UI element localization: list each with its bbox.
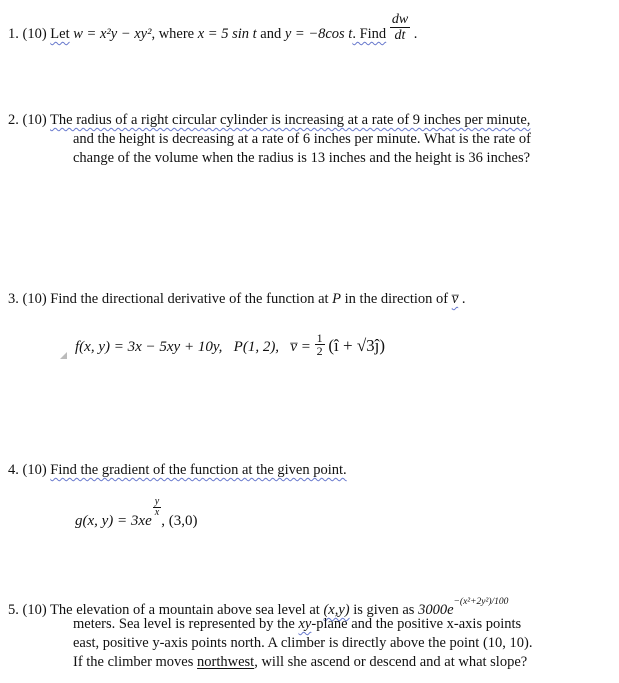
- problem-5-line-1b: is given as: [353, 601, 415, 618]
- problem-1-period: .: [413, 26, 418, 42]
- problem-1-and: and: [260, 26, 282, 42]
- problem-3-point: P: [332, 291, 342, 307]
- problem-3-vector: v̅: [451, 291, 459, 307]
- problem-4-exp-den: x: [154, 507, 160, 518]
- problem-4-exponent: [153, 497, 161, 518]
- problem-3-text-2: in the direction of: [344, 291, 449, 307]
- problem-1-find: . Find: [352, 26, 387, 42]
- problem-5-xy: (x,y): [323, 601, 350, 618]
- problem-5-label: 5. (10): [8, 601, 47, 618]
- problem-2-line-3: change of the volume when the radius is 13 inches and the height is 36 inches?: [73, 150, 531, 166]
- resize-handle-icon: [60, 352, 67, 359]
- problem-4-label: 4. (10): [8, 462, 47, 478]
- problem-2-label: 2. (10): [8, 112, 47, 128]
- problem-3: [8, 290, 465, 309]
- problem-3-point-def: P(1, 2),: [233, 339, 280, 355]
- problem-1-dt: dt: [394, 28, 406, 44]
- problem-4-text: Find the gradient of the function at the given point.: [50, 462, 347, 478]
- problem-5-elevation-exp: −(x²+2y²)/100: [453, 597, 509, 607]
- problem-5-line-3: east, positive y-axis points north. A climber is directly above the point (10, 10).: [73, 635, 533, 651]
- problem-1-x-def: x = 5 sin t: [197, 26, 257, 42]
- problem-5-line-4b: , will she ascend or descend and at what slope?: [254, 654, 528, 670]
- problem-5-line-2: [73, 615, 521, 634]
- problem-5-line-1: The elevation of a mountain above sea level at: [50, 601, 320, 618]
- problem-1: [8, 12, 418, 44]
- problem-2-line-2: and the height is decreasing at a rate of 6 inches per minute. What is the rate of: [73, 131, 531, 147]
- problem-1-dw: dw: [391, 12, 409, 28]
- problem-2: [8, 111, 530, 130]
- problem-1-function: w = x²y − xy²: [73, 26, 152, 42]
- problem-5-northwest: northwest: [197, 654, 255, 670]
- problem-3-half: [315, 332, 325, 357]
- problem-3-text: Find the directional derivative of the function at: [50, 291, 329, 307]
- problem-5-line-2b: -plane and the positive x-axis points: [311, 616, 522, 632]
- problem-5-elevation: 3000e: [418, 601, 454, 618]
- problem-2-line-1: The radius of a right circular cylinder is increasing at a rate of 9 inches per minute,: [50, 112, 531, 128]
- problem-4: [8, 461, 347, 480]
- problem-4-exp-num: y: [154, 496, 160, 507]
- problem-1-label: 1. (10): [8, 26, 47, 42]
- problem-5-line-4a: If the climber moves: [73, 654, 194, 670]
- problem-3-formula: [75, 331, 386, 359]
- problem-3-function: f(x, y) = 3x − 5xy + 10y,: [75, 339, 223, 355]
- problem-5-xy-plane: xy: [298, 616, 312, 632]
- problem-1-y-def: y = −8cos t: [284, 26, 353, 42]
- problem-1-let: Let: [50, 26, 70, 42]
- problem-3-vector-expr: (î + √3ĵ): [328, 336, 386, 355]
- problem-5-line-2a: meters. Sea level is represented by the: [73, 616, 295, 632]
- problem-5-line-4: [73, 653, 527, 672]
- problem-3-label: 3. (10): [8, 291, 47, 307]
- problem-1-where: , where: [151, 26, 195, 42]
- problem-3-vector-def: v̅ =: [290, 339, 311, 355]
- problem-3-period: .: [461, 291, 466, 307]
- problem-4-function: g(x, y) = 3xe: [75, 513, 152, 529]
- problem-4-formula: [75, 497, 197, 531]
- problem-4-point: , (3,0): [161, 513, 198, 529]
- problem-1-derivative: [390, 12, 410, 43]
- problem-3-half-den: 2: [316, 344, 323, 359]
- problem-3-half-num: 1: [316, 331, 323, 346]
